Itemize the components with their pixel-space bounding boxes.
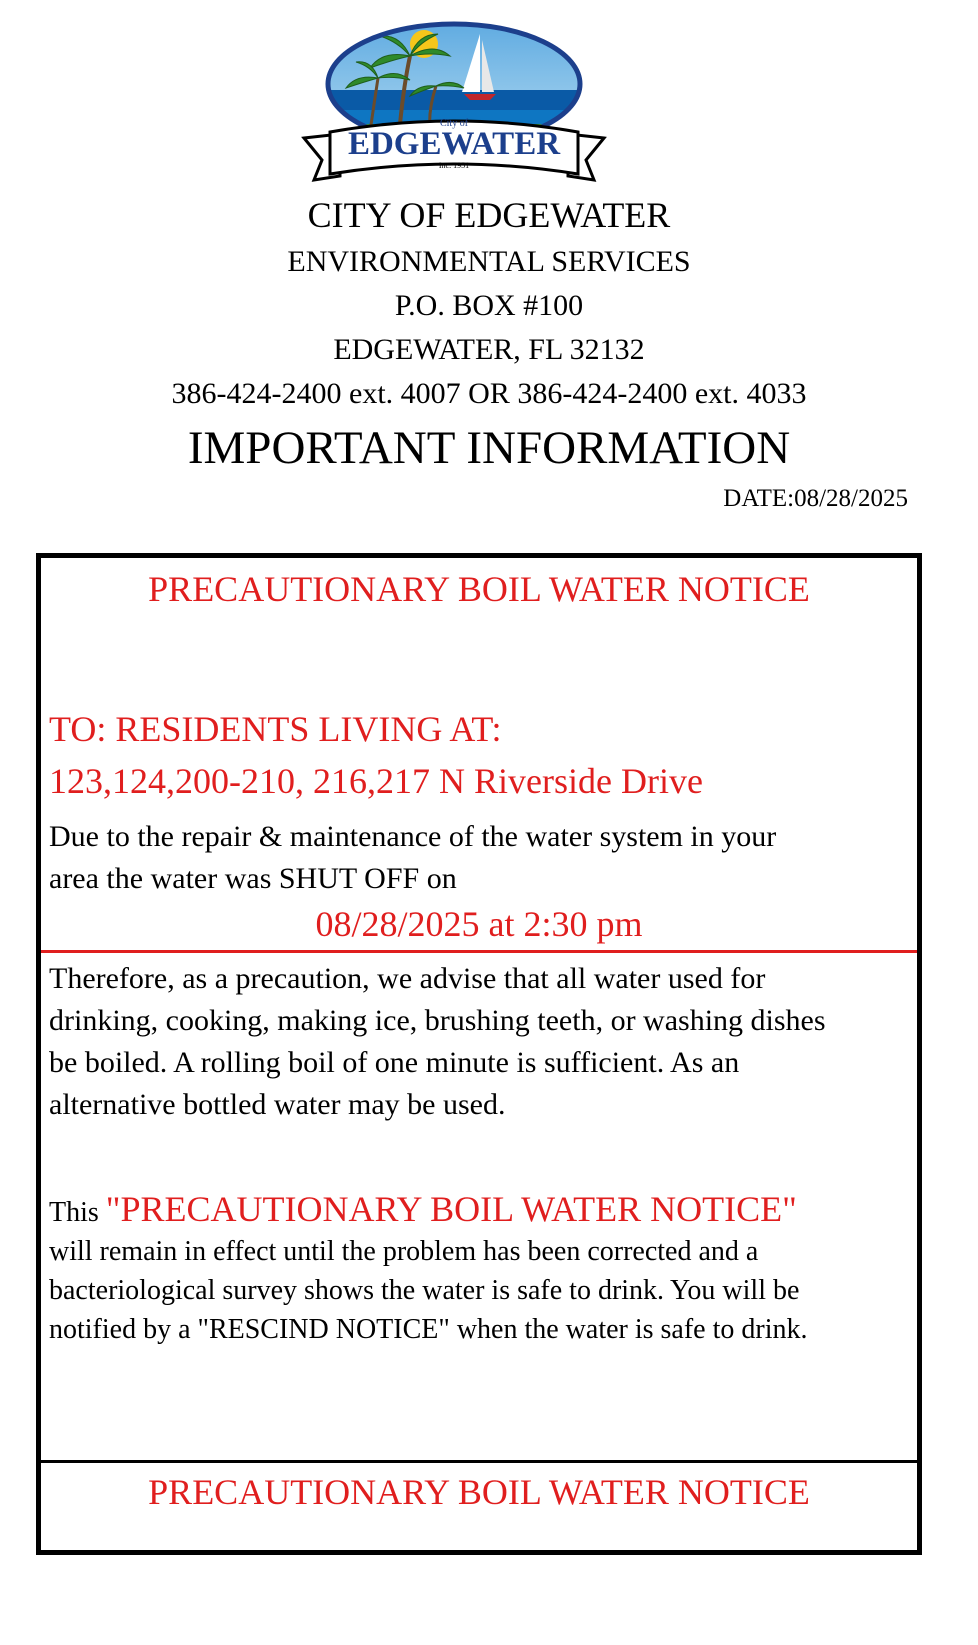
recipients-line: TO: RESIDENTS LIVING AT: — [49, 709, 502, 749]
remain-in-effect-paragraph — [49, 1190, 808, 1349]
red-divider — [41, 950, 917, 953]
header-important: IMPORTANT INFORMATION — [187, 422, 791, 474]
precaution-paragraph — [49, 958, 826, 1126]
logo-inc-text: Inc. 1951 — [438, 161, 470, 170]
header-po-box: P.O. BOX #100 — [394, 289, 584, 322]
precaution-line: Therefore, as a precaution, we advise that all water used for — [49, 962, 766, 995]
precaution-line: drinking, cooking, making ice, brushing teeth, or washing dishes — [49, 1004, 826, 1037]
precaution-line: alternative bottled water may be used. — [49, 1088, 506, 1121]
header-city: CITY OF EDGEWATER — [307, 195, 671, 235]
remain-notice-name: "PRECAUTIONARY BOIL WATER NOTICE" — [105, 1189, 797, 1229]
black-divider — [41, 1460, 917, 1463]
notice-title-top: PRECAUTIONARY BOIL WATER NOTICE — [148, 569, 810, 609]
affected-addresses: 123,124,200-210, 216,217 N Riverside Drive — [49, 761, 703, 801]
remain-line: bacteriological survey shows the water is safe to drink. You will be — [49, 1275, 800, 1306]
shutoff-line: area the water was SHUT OFF on — [49, 862, 457, 895]
remain-first-line — [49, 1190, 808, 1232]
city-of-edgewater-logo — [300, 14, 608, 194]
remain-line: will remain in effect until the problem has been corrected and a — [49, 1236, 759, 1267]
logo-small-text: City of — [439, 118, 469, 129]
header-department: ENVIRONMENTAL SERVICES — [287, 245, 691, 278]
header-city-state-zip: EDGEWATER, FL 32132 — [333, 333, 645, 366]
shutoff-line: Due to the repair & maintenance of the water system in your — [49, 820, 777, 853]
remain-line: notified by a "RESCIND NOTICE" when the water is safe to drink. — [49, 1314, 808, 1345]
notice-date: DATE:08/28/2025 — [723, 485, 908, 512]
header-phone: 386-424-2400 ext. 4007 OR 386-424-2400 ext. 4033 — [171, 377, 807, 410]
remain-prefix: This — [49, 1197, 106, 1228]
shutoff-datetime: 08/28/2025 at 2:30 pm — [315, 904, 643, 944]
notice-title-bottom: PRECAUTIONARY BOIL WATER NOTICE — [148, 1472, 810, 1512]
precaution-line: be boiled. A rolling boil of one minute is sufficient. As an — [49, 1046, 740, 1079]
logo-city-name: EDGEWATER — [347, 126, 561, 162]
boil-water-notice-box — [36, 553, 922, 1555]
shutoff-paragraph — [49, 816, 776, 900]
